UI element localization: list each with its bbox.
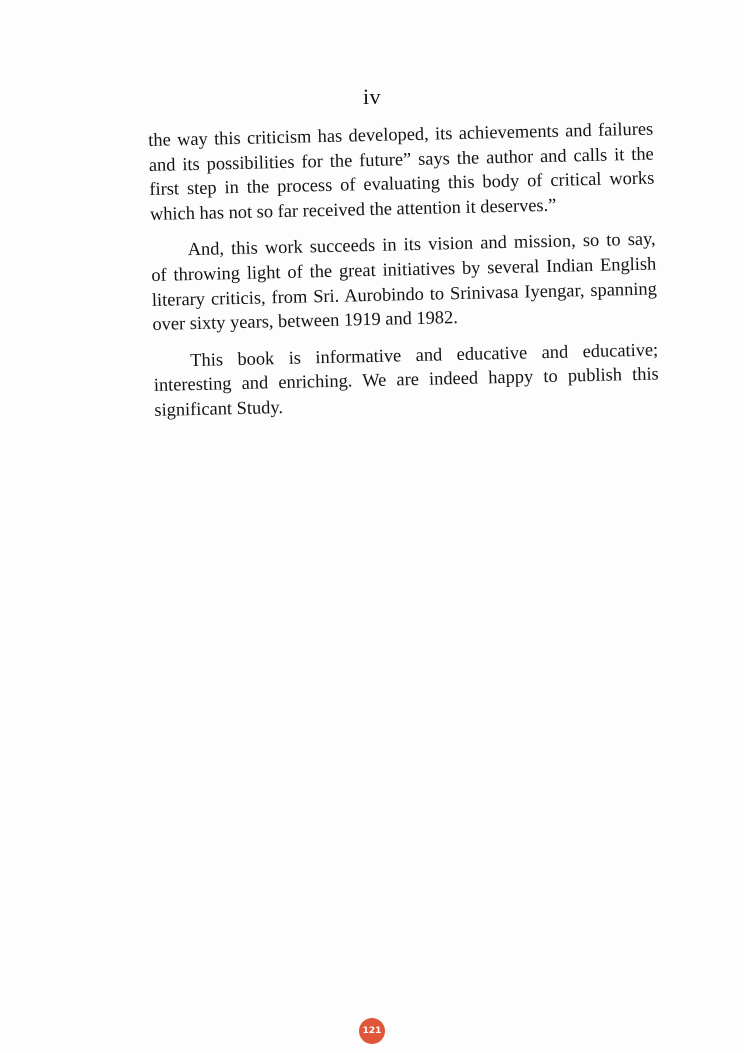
paragraph-1 (148, 117, 655, 227)
text-line: significant Study. (154, 396, 284, 420)
text-line: which has not so far received the attention it deserves.” (149, 194, 557, 224)
text-line: over sixty years, between 1919 and 1982. (152, 307, 459, 335)
text-line: And, this work succeeds in its vision and mission, so to say, (187, 228, 656, 260)
paragraph-3 (153, 337, 660, 422)
page-number-badge: 121 (359, 1018, 385, 1044)
body-text (148, 117, 660, 435)
paragraph-2 (151, 227, 658, 337)
text-line: interesting and enriching. We are indeed happy to publish this (153, 363, 659, 396)
text-line: the way this criticism has developed, its achievements and failures (148, 118, 654, 150)
text-line: literary criticis, from Sri. Aurobindo to Srinivasa Iyengar, spanning (151, 278, 657, 310)
page-number-roman: iv (362, 84, 382, 109)
text-line: of throwing light of the great initiatives by several Indian English (151, 253, 657, 285)
text-line: first step in the process of evaluating this body of critical works (149, 167, 655, 200)
text-line: This book is informative and educative and educative; (190, 339, 659, 370)
text-line: and its possibilities for the future” says the author and calls it the (148, 143, 654, 175)
